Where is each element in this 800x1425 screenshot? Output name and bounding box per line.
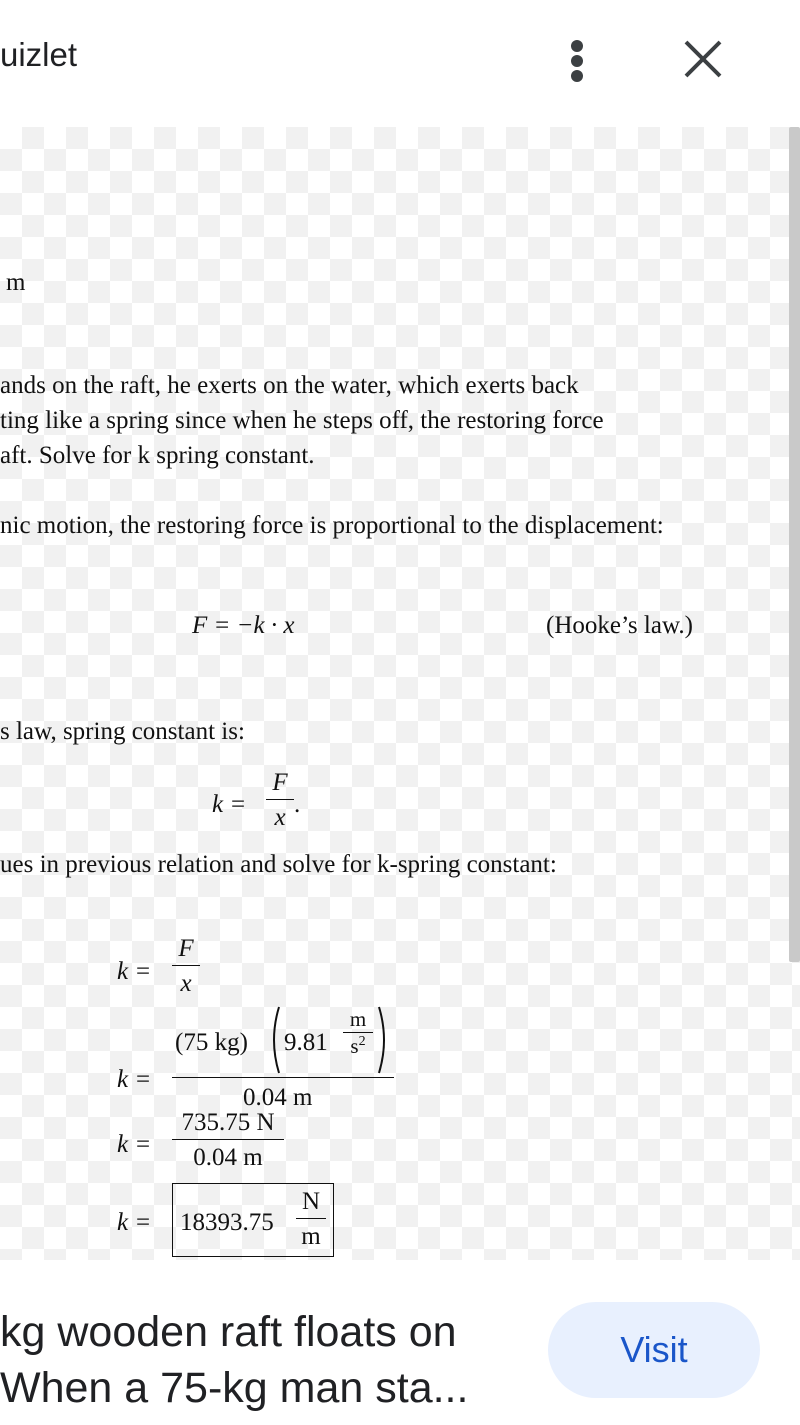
bottom-bar [0, 1278, 800, 1425]
answer-value: 18393.75 [180, 1209, 274, 1236]
image-caption-line2[interactable]: When a 75-kg man sta... [0, 1364, 469, 1412]
answer-unit [296, 1189, 326, 1249]
period: . [294, 791, 301, 818]
denominator: $s^2$ [350, 1034, 366, 1058]
visit-button[interactable]: Visit [548, 1302, 760, 1398]
numerator: 735.75 N [181, 1109, 275, 1136]
fraction [172, 1110, 284, 1170]
close-button[interactable] [680, 40, 728, 80]
hookes-law-label: (Hooke’s law.) [546, 612, 693, 639]
paragraph-line: ands on the raft, he exerts on the water, which exerts back [0, 372, 579, 399]
denominator: x [274, 804, 286, 831]
gravity-unit [343, 1009, 373, 1057]
fraction-bar [172, 965, 200, 966]
paragraph-line: nic motion, the restoring force is proportional to the displacement: [0, 512, 664, 539]
fraction-bar [172, 1077, 394, 1078]
denominator: m [301, 1223, 321, 1250]
denominator: 0.04 m [193, 1144, 263, 1171]
fraction-bar [266, 799, 294, 800]
fraction [266, 770, 294, 830]
mass-term: (75 kg) [175, 1029, 248, 1056]
more-options-button[interactable] [560, 36, 594, 86]
more-vert-dot [571, 70, 583, 82]
numerator: m [349, 1007, 367, 1031]
fraction [172, 936, 200, 996]
numerator: F [272, 769, 288, 796]
more-vert-icon [571, 40, 583, 52]
top-bar [0, 0, 800, 118]
paragraph-line: ting like a spring since when he steps off, the restoring force [0, 407, 604, 434]
source-title: uizlet [0, 36, 78, 73]
close-icon [680, 40, 728, 80]
paragraph-line: s law, spring constant is: [0, 718, 245, 745]
equation-lhs: k = [117, 1066, 152, 1093]
equation-lhs: k = [117, 958, 152, 985]
fraction-bar [172, 1139, 284, 1140]
numerator: N [301, 1188, 321, 1215]
fraction-bar [296, 1218, 326, 1219]
paragraph-line: aft. Solve for k spring constant. [0, 442, 315, 469]
denominator: x [180, 970, 192, 997]
equation-lhs: k = [117, 1209, 152, 1236]
gravity-value: 9.81 [284, 1029, 328, 1056]
hookes-law-equation: F = −k · x [192, 612, 295, 639]
unit-fragment: m [6, 269, 26, 296]
image-caption-line1[interactable]: kg wooden raft floats on [0, 1308, 457, 1356]
equation-lhs: k = [212, 791, 247, 818]
right-paren [377, 1005, 391, 1075]
equation-lhs: k = [117, 1131, 152, 1158]
more-vert-dot [571, 55, 583, 67]
fraction-bar [343, 1032, 373, 1033]
solution-image [0, 127, 800, 1260]
left-paren [267, 1005, 281, 1075]
paragraph-line: ues in previous relation and solve for k-spring constant: [0, 851, 557, 878]
denominator: 0.04 m [243, 1084, 313, 1111]
numerator: F [178, 935, 194, 962]
